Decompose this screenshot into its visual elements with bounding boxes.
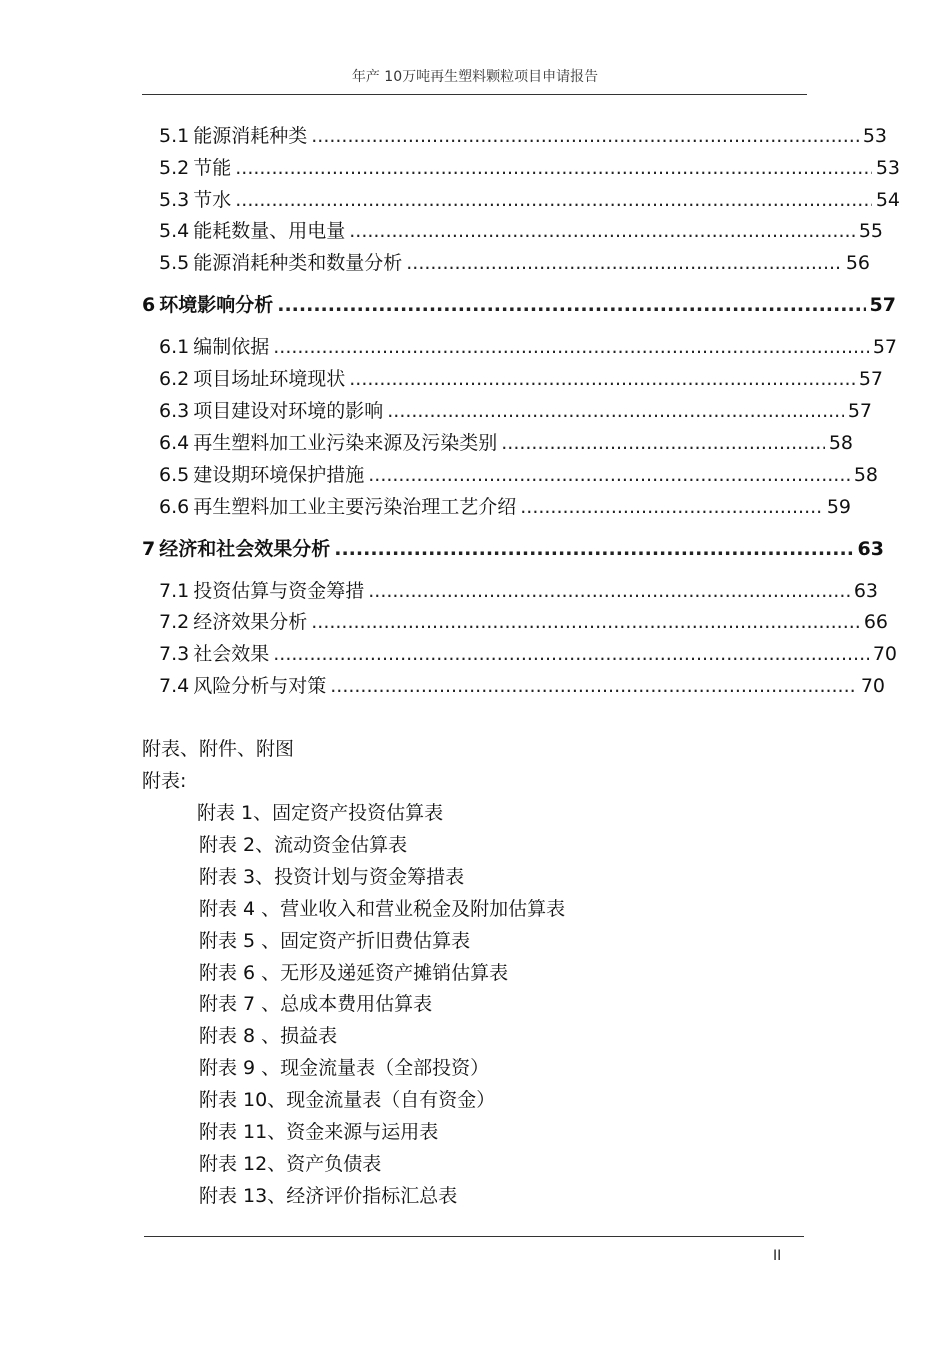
appendix-item[interactable]: 附表 8 、损益表	[199, 1025, 338, 1047]
dot-leader	[368, 463, 850, 487]
appendix-item[interactable]: 附表 10、现金流量表（自有资金）	[199, 1089, 496, 1111]
appendix-item[interactable]: 附表 4 、营业收入和营业税金及附加估算表	[199, 898, 566, 920]
dot-leader	[235, 188, 872, 212]
toc-entry-6[interactable]: 6 环境影响分析 ..... 57	[142, 293, 896, 317]
dot-leader	[235, 156, 872, 180]
dot-leader	[520, 495, 823, 519]
dot-leader	[406, 251, 842, 275]
dot-leader	[387, 399, 844, 423]
appendix-item[interactable]: 附表 1、固定资产投资估算表	[197, 802, 444, 824]
running-header: 年产 10万吨再生塑料颗粒项目申请报告	[351, 69, 599, 85]
toc-entry-6-6[interactable]: 6.6 再生塑料加工业主要污染治理工艺介绍 ..... 59	[159, 495, 851, 519]
dot-leader	[349, 367, 855, 391]
toc-entry-5-1[interactable]: 5.1 能源消耗种类 ..... 53	[159, 124, 887, 148]
dot-leader	[330, 674, 857, 698]
dot-leader	[277, 293, 865, 317]
toc-entry-7-1[interactable]: 7.1 投资估算与资金筹措 ..... 63	[159, 579, 878, 603]
toc-entry-7-2[interactable]: 7.2 经济效果分析 ..... 66	[159, 610, 888, 634]
dot-leader	[311, 124, 859, 148]
dot-leader	[334, 537, 853, 561]
appendix-item[interactable]: 附表 9 、现金流量表（全部投资）	[199, 1057, 490, 1079]
toc-entry-6-3[interactable]: 6.3 项目建设对环境的影响 ..... 57	[159, 399, 872, 423]
toc-entry-5-5[interactable]: 5.5 能源消耗种类和数量分析 ..... 56	[159, 251, 870, 275]
dot-leader	[273, 642, 869, 666]
footer-rule	[144, 1236, 804, 1237]
toc-entry-5-3[interactable]: 5.3 节水 ..... 54	[159, 188, 900, 212]
appendix-item[interactable]: 附表 3、投资计划与资金筹措表	[199, 866, 465, 888]
page-number: II	[773, 1248, 782, 1264]
dot-leader	[311, 610, 860, 634]
toc-entry-6-2[interactable]: 6.2 项目场址环境现状 ..... 57	[159, 367, 883, 391]
appendix-item[interactable]: 附表 12、资产负债表	[199, 1153, 382, 1175]
toc-entry-6-1[interactable]: 6.1 编制依据 ..... 57	[159, 335, 897, 359]
toc-entry-6-5[interactable]: 6.5 建设期环境保护措施 ..... 58	[159, 463, 878, 487]
appendix-item[interactable]: 附表 2、流动资金估算表	[199, 834, 408, 856]
dot-leader	[368, 579, 850, 603]
toc-entry-7-4[interactable]: 7.4 风险分析与对策 ..... 70	[159, 674, 885, 698]
dot-leader	[501, 431, 825, 455]
appendix-item[interactable]: 附表 5 、固定资产折旧费估算表	[199, 930, 471, 952]
toc-entry-7[interactable]: 7 经济和社会效果分析 ..... 63	[142, 537, 884, 561]
toc-entry-7-3[interactable]: 7.3 社会效果 ..... 70	[159, 642, 897, 666]
toc-entry-5-4[interactable]: 5.4 能耗数量、用电量 ..... 55	[159, 219, 883, 243]
appendix-item[interactable]: 附表 13、经济评价指标汇总表	[199, 1185, 458, 1207]
appendix-heading: 附表、附件、附图	[142, 738, 295, 760]
appendix-subheading: 附表:	[142, 770, 187, 792]
appendix-item[interactable]: 附表 11、资金来源与运用表	[199, 1121, 439, 1143]
dot-leader	[273, 335, 869, 359]
dot-leader	[349, 219, 855, 243]
appendix-item[interactable]: 附表 6 、无形及递延资产摊销估算表	[199, 962, 509, 984]
toc-entry-5-2[interactable]: 5.2 节能 ..... 53	[159, 156, 900, 180]
appendix-item[interactable]: 附表 7 、总成本费用估算表	[199, 993, 433, 1015]
header-rule	[142, 94, 807, 95]
toc-entry-6-4[interactable]: 6.4 再生塑料加工业污染来源及污染类别 ..... 58	[159, 431, 853, 455]
